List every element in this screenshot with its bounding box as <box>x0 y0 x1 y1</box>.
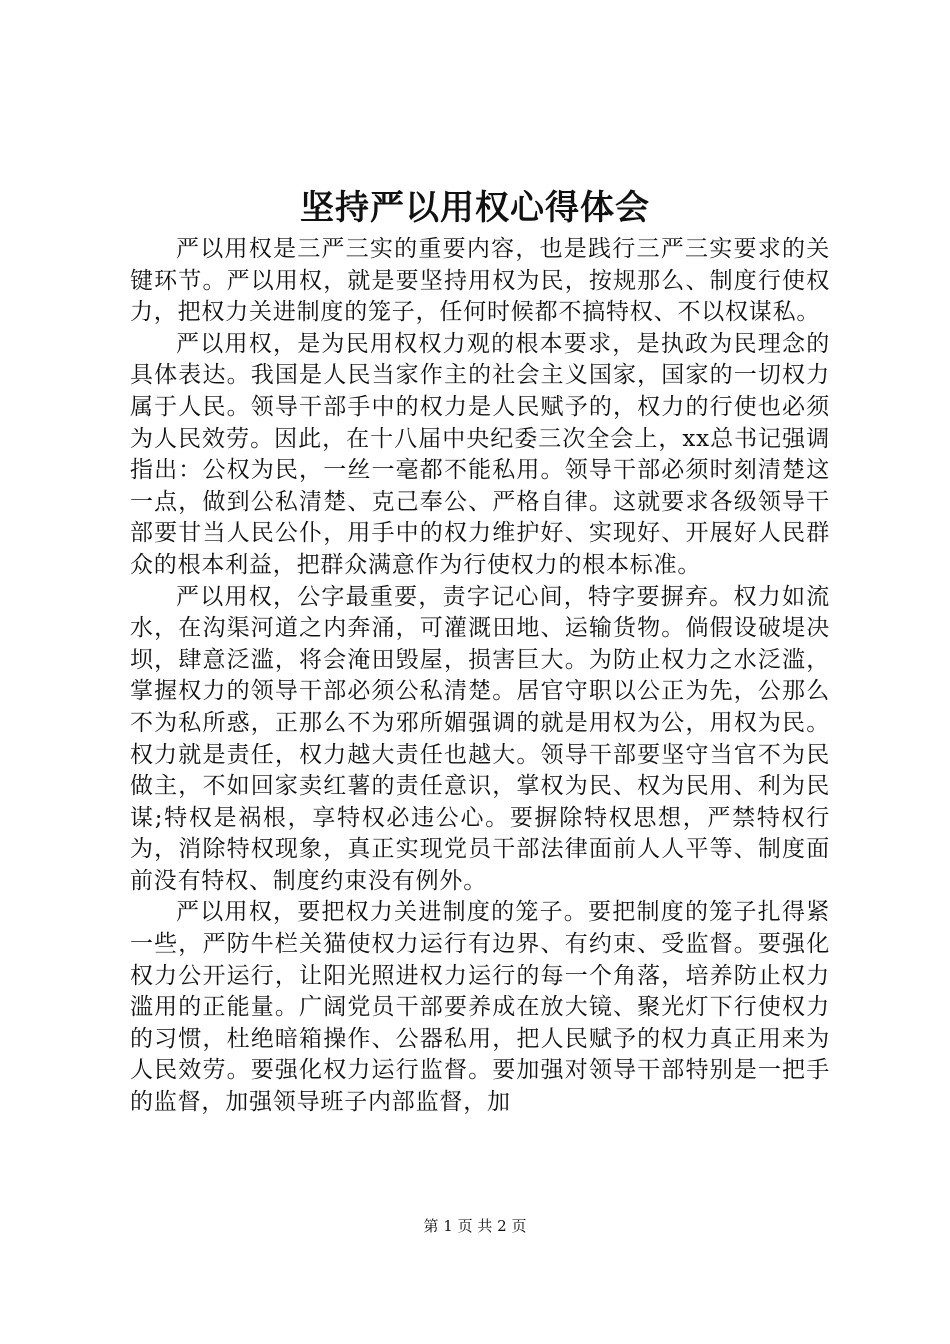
paragraph: 严以用权，公字最重要，责字记心间，特字要摒弃。权力如流水，在沟渠河道之内奔涌，可灌溉田地、运输货物。倘假设破堤决坝，肆意泛滥，将会淹田毁屋，损害巨大。为防止权力之水泛滥，掌握权力的领导干部必须公私清楚。居官守职以公正为先，公那么不为私所惑，正那么不为邪所媚强调的就是用权为公，用权为民。权力就是责任，权力越大责任也越大。领导干部要坚守当官不为民做主，不如回家卖红薯的责任意识，掌权为民、权为民用、利为民谋;特权是祸根，享特权必违公心。要摒除特权思想，严禁特权行为，消除特权现象，真正实现党员干部法律面前人人平等、制度面前没有特权、制度约束没有例外。 <box>130 583 830 894</box>
paragraph: 严以用权，要把权力关进制度的笼子。要把制度的笼子扎得紧一些，严防牛栏关猫使权力运行有边界、有约束、受监督。要强化权力公开运行，让阳光照进权力运行的每一个角落，培养防止权力滥用的正能量。广阔党员干部要养成在放大镜、聚光灯下行使权力的习惯，杜绝暗箱操作、公器私用，把人民赋予的权力真正用来为人民效劳。要强化权力运行监督。要加强对领导干部特别是一把手的监督，加强领导班子内部监督，加 <box>130 899 830 1116</box>
page-number-footer: 第 1 页 共 2 页 <box>423 1217 527 1235</box>
paragraph: 严以用权是三严三实的重要内容，也是践行三严三实要求的关键环节。严以用权，就是要坚持用权为民，按规那么、制度行使权力，把权力关进制度的笼子，任何时候都不搞特权、不以权谋私。 <box>130 236 830 326</box>
paragraph: 严以用权，是为民用权权力观的根本要求，是执政为民理念的具体表达。我国是人民当家作主的社会主义国家，国家的一切权力属于人民。领导干部手中的权力是人民赋予的，权力的行使也必须为人民效劳。因此，在十八届中央纪委三次全会上，xx总书记强调指出：公权为民，一丝一毫都不能私用。领导干部必须时刻清楚这一点，做到公私清楚、克己奉公、严格自律。这就要求各级领导干部要甘当人民公仆，用手中的权力维护好、实现好、开展好人民群众的根本利益，把群众满意作为行使权力的根本标准。 <box>130 330 830 578</box>
page-title: 坚持严以用权心得体会 <box>300 188 650 228</box>
document-body <box>130 234 830 1119</box>
